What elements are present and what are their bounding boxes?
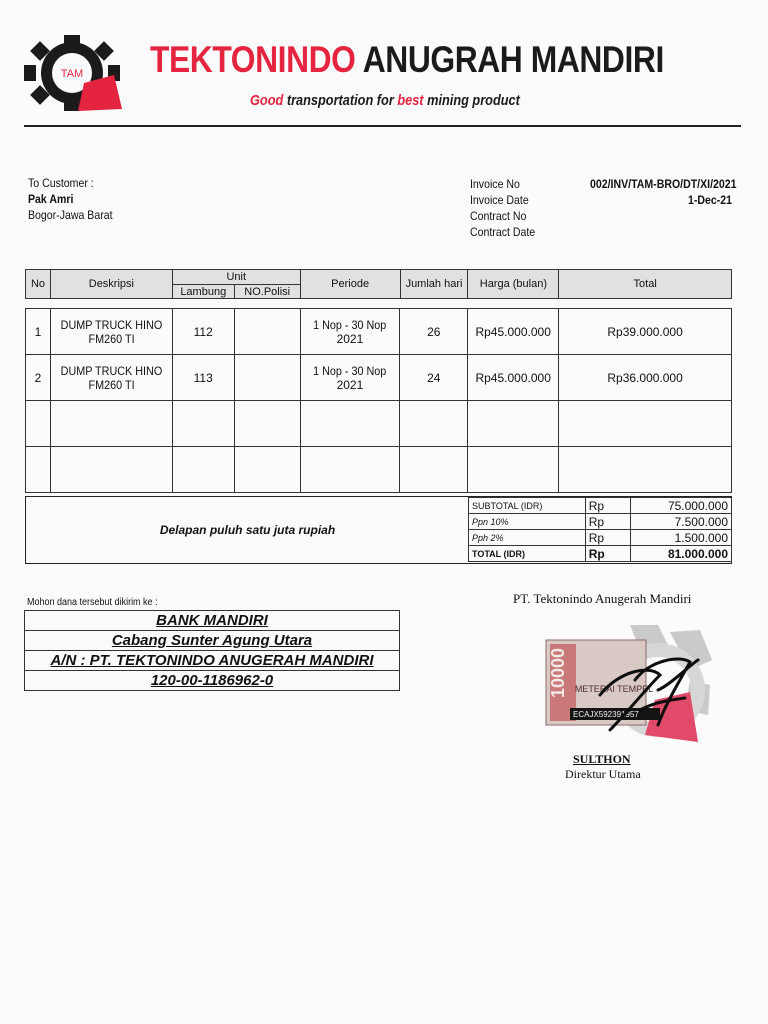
bank-branch: Cabang Sunter Agung Utara [25, 631, 400, 651]
row-harga: Rp45.000.000 [468, 355, 559, 401]
header-periode: Periode [300, 270, 400, 299]
row-jumlah-hari: 26 [400, 309, 468, 355]
row-periode: 1 Nop - 30 Nop 2021 [300, 309, 400, 355]
ppn-row [469, 514, 732, 530]
row-jumlah-hari: 24 [400, 355, 468, 401]
signer-title: Direktur Utama [565, 767, 641, 781]
ppn-currency: Rp [585, 514, 630, 530]
items-table [25, 308, 732, 493]
row-periode: 1 Nop - 30 Nop 2021 [300, 355, 400, 401]
table-row-empty [26, 447, 732, 493]
row-lambung: 112 [172, 309, 234, 355]
bank-details [24, 610, 400, 691]
signer-name: SULTHON [573, 752, 631, 766]
ppn-value: 7.500.000 [630, 514, 731, 530]
subtotal-currency: Rp [585, 498, 630, 514]
row-no: 1 [26, 309, 51, 355]
row-desc: DUMP TRUCK HINO FM260 TI [50, 355, 172, 401]
subtotal-row [469, 498, 732, 514]
svg-text:ECAJX592391957: ECAJX592391957 [573, 710, 639, 719]
tagline-word-best: best [397, 92, 424, 109]
invoice-date-value: 1-Dec-21 [688, 193, 733, 207]
header-divider [24, 125, 741, 127]
header-jumlah-hari: Jumlah hari [400, 270, 468, 299]
totals-table [468, 497, 732, 562]
customer-label: To Customer : [28, 176, 94, 190]
company-name-part2: ANUGRAH MANDIRI [362, 39, 664, 80]
signature-company: PT. Tektonindo Anugerah Mandiri [513, 591, 692, 606]
totals-box [25, 496, 732, 564]
tagline-mid: transportation for [286, 92, 394, 109]
invoice-date-label: Invoice Date [470, 193, 529, 207]
contract-date-label: Contract Date [470, 225, 536, 239]
table-row [26, 355, 732, 401]
row-nopolisi [234, 309, 300, 355]
header-total: Total [559, 270, 732, 299]
row-total: Rp39.000.000 [559, 309, 732, 355]
tagline-end: mining product [427, 92, 520, 109]
svg-text:METERAI TEMPEL: METERAI TEMPEL [574, 684, 654, 694]
company-name-part1: TEKTONINDO [150, 39, 356, 80]
row-harga: Rp45.000.000 [468, 309, 559, 355]
customer-name: Pak Amri [28, 192, 74, 206]
pph-label: Pph 2% [469, 530, 586, 546]
row-no: 2 [26, 355, 51, 401]
table-row [26, 309, 732, 355]
row-total: Rp36.000.000 [559, 355, 732, 401]
tagline [250, 92, 520, 109]
total-currency: Rp [585, 546, 630, 562]
bank-account-name: A/N : PT. TEKTONINDO ANUGERAH MANDIRI [25, 651, 400, 671]
bank-name: BANK MANDIRI [25, 611, 400, 631]
header-unit: Unit [172, 270, 300, 285]
amount-in-words: Delapan puluh satu juta rupiah [159, 523, 336, 537]
row-lambung: 113 [172, 355, 234, 401]
ppn-label: Ppn 10% [469, 514, 586, 530]
row-desc: DUMP TRUCK HINO FM260 TI [50, 309, 172, 355]
company-name [150, 38, 664, 82]
header-nopolisi: NO.Polisi [234, 285, 300, 299]
subtotal-label: SUBTOTAL (IDR) [469, 498, 586, 514]
header-harga: Harga (bulan) [468, 270, 559, 299]
company-logo [22, 33, 126, 113]
pph-value: 1.500.000 [630, 530, 731, 546]
tagline-word-good: Good [250, 92, 284, 109]
invoice-no-label: Invoice No [470, 177, 520, 191]
header-no: No [26, 270, 51, 299]
stamp-signature [540, 620, 720, 750]
bank-note: Mohon dana tersebut dikirim ke : [27, 597, 158, 608]
pph-row [469, 530, 732, 546]
contract-no-label: Contract No [470, 209, 527, 223]
total-label: TOTAL (IDR) [469, 546, 586, 562]
items-table-header [25, 269, 732, 299]
bank-account-number: 120-00-1186962-0 [25, 671, 400, 691]
invoice-no-value: 002/INV/TAM-BRO/DT/XI/2021 [590, 177, 737, 191]
row-nopolisi [234, 355, 300, 401]
header-lambung: Lambung [172, 285, 234, 299]
total-value: 81.000.000 [630, 546, 731, 562]
customer-address: Bogor-Jawa Barat [28, 208, 113, 222]
total-row [469, 546, 732, 562]
pph-currency: Rp [585, 530, 630, 546]
meterai-icon [546, 640, 660, 725]
table-row-empty [26, 401, 732, 447]
svg-text:10000: 10000 [548, 647, 568, 698]
subtotal-value: 75.000.000 [630, 498, 731, 514]
svg-text:TAM: TAM [60, 68, 84, 80]
header-deskripsi: Deskripsi [50, 270, 172, 299]
